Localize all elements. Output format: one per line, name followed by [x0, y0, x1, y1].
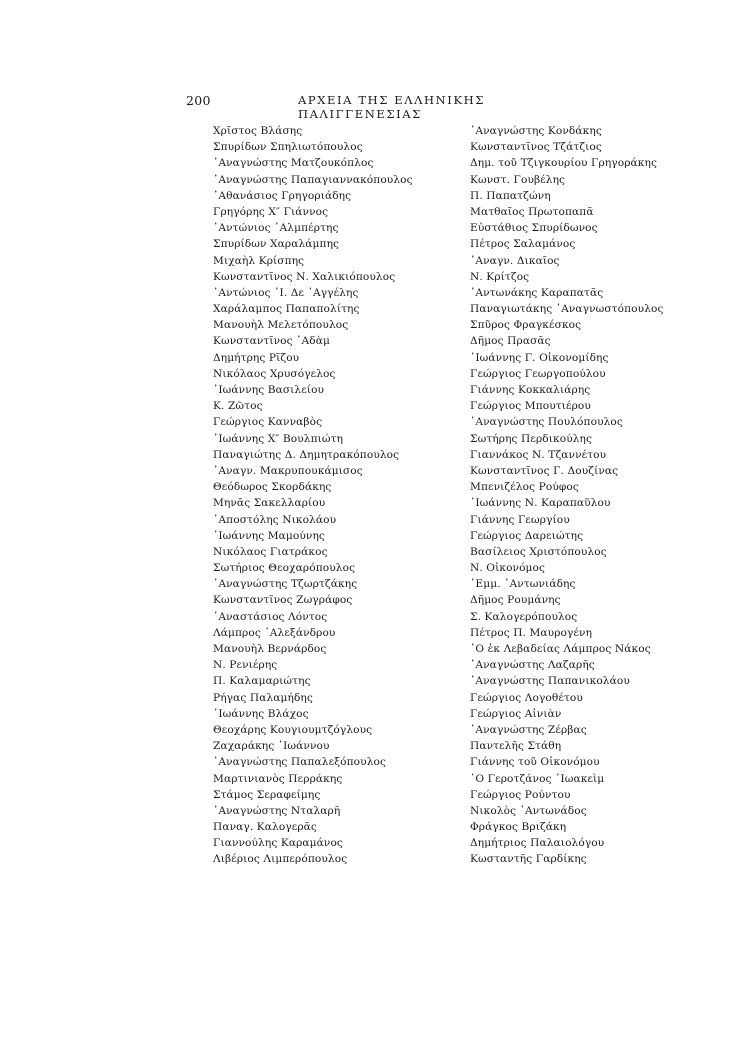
name-entry: Μηνᾶς Σακελλαρίου — [213, 497, 326, 510]
name-entry: Λιβέριος Λιμπερόπουλος — [213, 853, 348, 866]
name-entry: ῾Ο Γεροτζάνος ᾿Ιωακεὶμ — [470, 772, 605, 785]
name-entry: Ρήγας Παλαμήδης — [213, 691, 313, 704]
name-entry: Θεοχάρης Κουγιουμτζόγλους — [213, 723, 373, 736]
name-entry: Δημ. τοῦ Τζιγκουρίου Γρηγοράκης — [470, 157, 657, 170]
name-entry: Κωνσταντῖνος ᾿Αδὰμ — [213, 335, 330, 348]
name-entry: Στάμος Σεραφείμης — [213, 788, 321, 801]
name-entry: Γιάννης Κοκκαλιάρης — [470, 384, 591, 396]
name-entry: ᾿Εμμ. ᾿Αντωνιάδης — [470, 578, 576, 591]
name-entry: Νικολὸς ᾿Αντωνάδος — [470, 804, 587, 817]
name-entry: Κωσταντῆς Γαρδίκης — [470, 853, 587, 866]
name-entry: Εὐστάθιος Σπυρίδωνος — [470, 222, 598, 235]
name-entry: Γεώργιος Δαρειώτης — [470, 529, 584, 542]
name-entry: ᾿Αναγνώστης Ματζουκόπλος — [213, 157, 374, 170]
left-name-column — [213, 123, 413, 868]
name-entry: ᾿Αποστόλης Νικολάου — [213, 513, 337, 526]
name-entry: Χαράλαμπος Παπαπολίτης — [213, 303, 360, 316]
name-entry: Δημήτριος Παλαιολόγου — [470, 837, 605, 850]
name-entry: Μιχαὴλ Κρίσπης — [213, 254, 305, 267]
name-entry: Γιάννης τοῦ Οἰκονόμου — [470, 756, 600, 769]
name-entry: Κωνστ. Γουβέλης — [470, 173, 566, 186]
name-entry: ᾿Αναγνώστης Ζέρβας — [470, 723, 587, 736]
name-entry: Παναγιωτάκης ᾿Αναγνωστόπουλος — [470, 303, 664, 316]
name-entry: Ν. Κρίτζος — [470, 270, 530, 283]
name-entry: Βασίλειος Χριστόπουλος — [470, 545, 607, 558]
name-entry: Π. Παπατζώνη — [470, 189, 551, 202]
name-entry: Ν. Ρενιέρης — [213, 659, 278, 672]
name-entry: Κωνσταντῖνος Ν. Χαλικιόπουλος — [213, 270, 396, 283]
name-entry: Γρηγόρης Χ″ Γιάννος — [213, 205, 329, 218]
name-entry: Μαρτινιανὸς Περράκης — [213, 772, 343, 785]
name-entry: ᾿Ιωάννης Μαμούνης — [213, 529, 325, 542]
name-entry: Κωνσταντῖνος Ζωγράφος — [213, 594, 353, 607]
name-entry: Σ. Καλογερόπουλος — [470, 610, 578, 623]
name-entry: Δημήτρης Ρῖζου — [213, 351, 300, 364]
name-entry: Ζαχαράκης ᾿Ιωάννου — [213, 740, 330, 753]
name-entry: ᾿Αναγνώστης Παπαλεξόπουλος — [213, 756, 387, 769]
right-name-column — [470, 123, 664, 868]
running-title: ΑΡΧΕΙΑ ΤΗΣ ΕΛΛΗΝΙΚΗΣ ΠΑΛΙΓΓΕΝΕΣΙΑΣ — [298, 93, 486, 121]
name-entry: ᾿Αναγνώστης Τζωρτζάκης — [213, 578, 358, 591]
name-entry: Σπυρίδων Χαραλάμπης — [213, 238, 340, 251]
name-entry: ᾿Αναγνώστης Παπαγιαννακόπουλος — [213, 173, 413, 186]
name-entry: Σπῦρος Φραγκέσκος — [470, 319, 582, 332]
name-entry: Λάμπρος ᾿Αλεξάνδρου — [213, 626, 336, 639]
name-entry: Κωνσταντῖνος Τζάτζιος — [470, 141, 602, 154]
name-entry: ᾿Αναστάσιος Λόντος — [213, 610, 328, 623]
name-entry: Σωτήρης Περδικούλης — [470, 432, 593, 445]
name-entry: ᾿Αναγνώστης Κονδάκης — [470, 125, 602, 137]
name-entry: Π. Καλαμαριώτης — [213, 675, 311, 688]
page-number: 200 — [186, 93, 211, 108]
name-entry: ᾿Ιωάννης Χ″ Βουλπιώτη — [213, 432, 344, 445]
name-entry: ᾿Αντώνιος ᾿Αλμπέρτης — [213, 222, 339, 235]
name-entry: Παντελῆς Στάθη — [470, 740, 562, 753]
name-entry: Κ. Ζῶτος — [213, 400, 263, 413]
name-entry: ᾿Αναγνώστης Παπανικολάου — [470, 675, 630, 688]
name-entry: Παναγιώτης Δ. Δημητρακόπουλος — [213, 448, 400, 461]
name-entry: Μπενιζέλος Ρούφος — [470, 481, 579, 494]
name-entry: Γεώργιος Αἰνιὰν — [470, 707, 562, 720]
name-entry: Ν. Οἰκονόμος — [470, 562, 546, 575]
name-entry: Γεώργιος Μπουτιέρου — [470, 400, 591, 413]
name-entry: Γιαννάκος Ν. Τζαννέτου — [470, 448, 607, 461]
name-entry: Γεώργιος Κανναβὸς — [213, 416, 323, 429]
name-entry: ᾿Αναγνώστης Λαζαρῆς — [470, 659, 595, 672]
name-entry: ᾿Ιωάννης Βασιλείου — [213, 384, 325, 396]
name-entry: Μανουὴλ Βερνάρδος — [213, 643, 327, 655]
name-entry: ᾿Αναγν. Δικαῖος — [470, 254, 560, 267]
name-entry: ᾿Ιωάννης Ν. Καραπαῦλου — [470, 497, 611, 510]
name-entry: Γιαννούλης Καραμάνος — [213, 837, 343, 850]
name-entry: Χρῖστος Βλάσης — [213, 125, 303, 137]
name-entry: Θεόδωρος Σκορδάκης — [213, 481, 332, 494]
name-entry: Φράγκος Βριζάκη — [470, 821, 567, 834]
name-entry: ᾿Αθανάσιος Γρηγοριάδης — [213, 189, 352, 202]
name-entry: ᾿Αντώνιος ᾿Ι. Δε ᾿Αγγέλης — [213, 286, 359, 299]
name-entry: Μανουὴλ Μελετόπουλος — [213, 319, 349, 332]
name-entry: Γεώργιος Λογοθέτου — [470, 691, 583, 704]
page-header — [186, 93, 572, 121]
name-entry: Δῆμος Πρασᾶς — [470, 335, 551, 348]
name-entry: ᾿Αναγν. Μακρυπουκάμισος — [213, 464, 363, 477]
name-entry: ᾿Αναγνώστης Νταλαρῆ — [213, 804, 341, 817]
name-entry: Ματθαῖος Πρωτοπαπᾶ — [470, 205, 594, 218]
name-entry: Παναγ. Καλογερᾶς — [213, 821, 317, 834]
name-entry: ῾Ο ἐκ Λεβαδείας Λάμπρος Νάκος — [470, 643, 651, 655]
name-entry: Πέτρος Σαλαμάνος — [470, 238, 576, 251]
name-entry: Σπυρίδων Σπηλιωτόπουλος — [213, 141, 363, 154]
name-entry: Κωνσταντῖνος Γ. Δουζίνας — [470, 464, 619, 477]
name-entry: ᾿Αναγνώστης Πουλόπουλος — [470, 416, 623, 429]
name-entry: ᾿Ιωάννης Γ. Οἰκονομίδης — [470, 351, 609, 364]
name-entry: Γεώργιος Γεωργοπούλου — [470, 367, 606, 380]
name-entry: Γιάννης Γεωργίου — [470, 513, 570, 526]
name-entry: Νικόλαος Χρυσόγελος — [213, 367, 336, 380]
name-entry: ᾿Ιωάννης Βλάχος — [213, 707, 309, 720]
name-entry: Πέτρος Π. Μαυρογένη — [470, 626, 593, 639]
name-entry: Γεώργιος Ρούντου — [470, 788, 571, 801]
name-entry: ᾿Αντωνάκης Καραπατᾶς — [470, 286, 604, 299]
name-entry: Νικόλαος Γιατράκος — [213, 545, 328, 558]
name-entry: Δῆμος Ρουμάνης — [470, 594, 561, 607]
name-entry: Σωτήριος Θεοχαρόπουλος — [213, 562, 356, 575]
